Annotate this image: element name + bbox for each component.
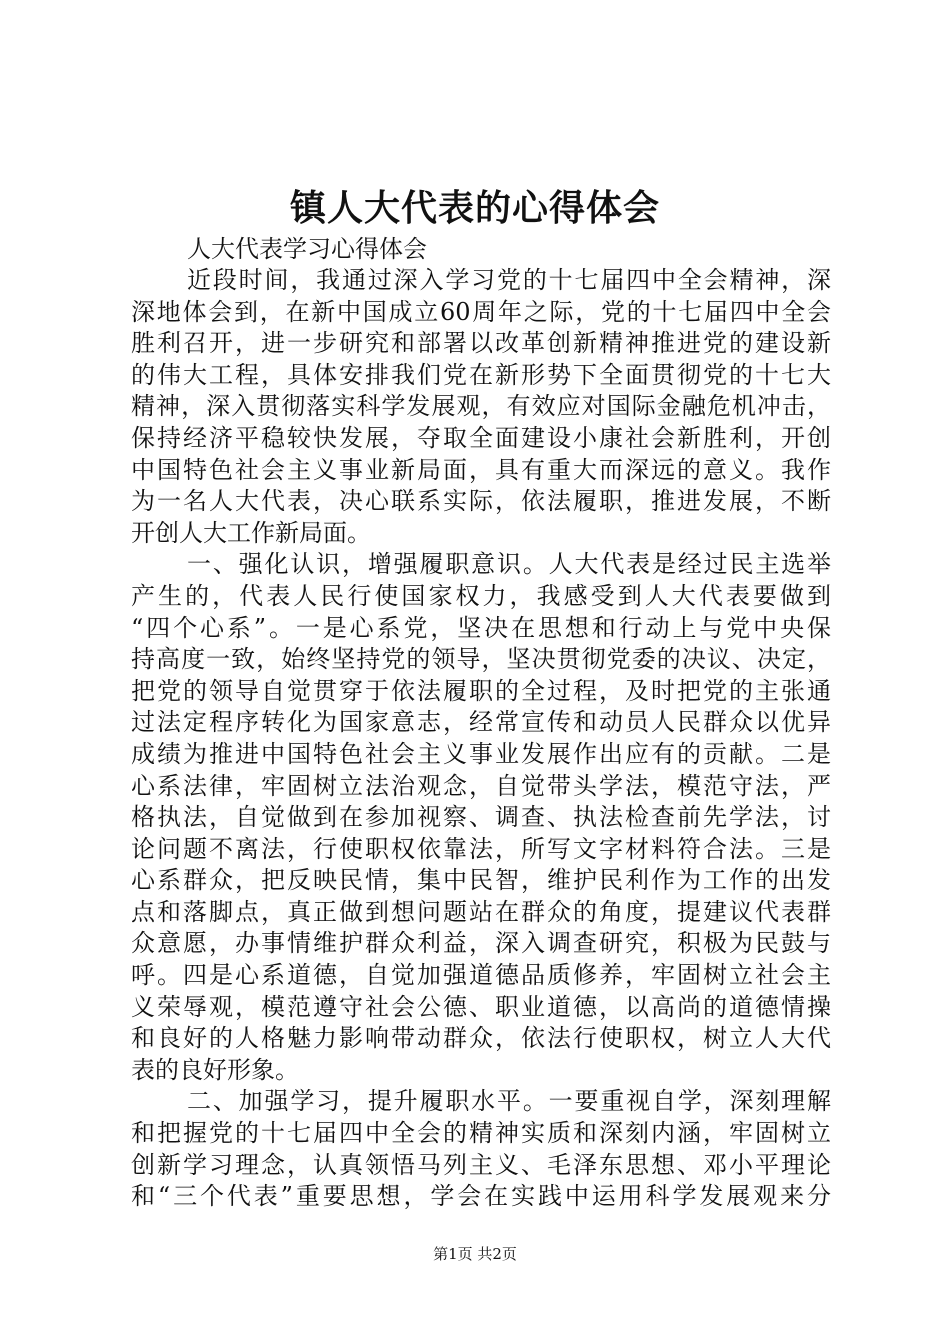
body-line: 一、强化认识，增强履职意识。人大代表是经过民主选举 <box>187 550 831 579</box>
body-line: 论问题不离法，行使职权依靠法，所写文字材料符合法。三是 <box>131 834 831 863</box>
body-line: 把党的领导自觉贯穿于依法履职的全过程，及时把党的主张通 <box>131 676 831 705</box>
body-line: 保持经济平稳较快发展，夺取全面建设小康社会新胜利，开创 <box>131 423 831 452</box>
body-line: 创新学习理念，认真领悟马列主义、毛泽东思想、邓小平理论 <box>131 1150 831 1179</box>
page-footer: 第1页 共2页 <box>433 1245 517 1263</box>
body-line: “四个心系”。一是心系党，坚决在思想和行动上与党中央保 <box>131 613 831 642</box>
body-line: 过法定程序转化为国家意志，经常宣传和动员人民群众以优异 <box>131 708 831 737</box>
body-line: 义荣辱观，模范遵守社会公德、职业道德，以高尚的道德情操 <box>131 992 831 1021</box>
document-title: 镇人大代表的心得体会 <box>289 187 660 229</box>
body-line: 心系群众，把反映民情，集中民智，维护民利作为工作的出发 <box>131 866 831 895</box>
body-line: 精神，深入贯彻落实科学发展观，有效应对国际金融危机冲击， <box>131 392 831 421</box>
body-line: 成绩为推进中国特色社会主义事业发展作出应有的贡献。二是 <box>131 739 831 768</box>
body-line: 格执法，自觉做到在参加视察、调查、执法检查前先学法，讨 <box>131 803 831 832</box>
body-line: 和“三个代表”重要思想，学会在实践中运用科学发展观来分 <box>131 1182 831 1211</box>
body-line: 点和落脚点，真正做到想问题站在群众的角度，提建议代表群 <box>131 897 831 926</box>
body-line: 持高度一致，始终坚持党的领导，坚决贯彻党委的决议、决定， <box>131 645 831 674</box>
body-line: 为一名人大代表，决心联系实际，依法履职，推进发展，不断 <box>131 487 831 516</box>
body-line: 表的良好形象。 <box>131 1055 299 1084</box>
body-line: 开创人大工作新局面。 <box>131 518 371 547</box>
document-body <box>131 234 831 1213</box>
body-line: 胜利召开，进一步研究和部署以改革创新精神推进党的建设新 <box>131 329 831 358</box>
body-line: 深地体会到，在新中国成立60周年之际，党的十七届四中全会 <box>131 297 831 326</box>
body-line: 产生的，代表人民行使国家权力，我感受到人大代表要做到 <box>131 581 831 610</box>
body-line: 近段时间，我通过深入学习党的十七届四中全会精神，深 <box>187 266 831 294</box>
body-line: 呼。四是心系道德，自觉加强道德品质修养，牢固树立社会主 <box>131 961 831 990</box>
document-subtitle: 人大代表学习心得体会 <box>187 235 427 263</box>
body-line: 的伟大工程，具体安排我们党在新形势下全面贯彻党的十七大 <box>131 360 831 389</box>
body-line: 众意愿，办事情维护群众利益，深入调查研究，积极为民鼓与 <box>131 929 831 958</box>
body-line: 中国特色社会主义事业新局面，具有重大而深远的意义。我作 <box>131 455 831 484</box>
body-line: 心系法律，牢固树立法治观念，自觉带头学法，模范守法，严 <box>131 771 831 800</box>
body-line: 和把握党的十七届四中全会的精神实质和深刻内涵，牢固树立 <box>131 1119 831 1148</box>
paragraph-lines <box>131 265 831 1213</box>
body-line: 二、加强学习，提升履职水平。一要重视自学，深刻理解 <box>187 1087 831 1116</box>
body-line: 和良好的人格魅力影响带动群众，依法行使职权，树立人大代 <box>131 1024 831 1053</box>
